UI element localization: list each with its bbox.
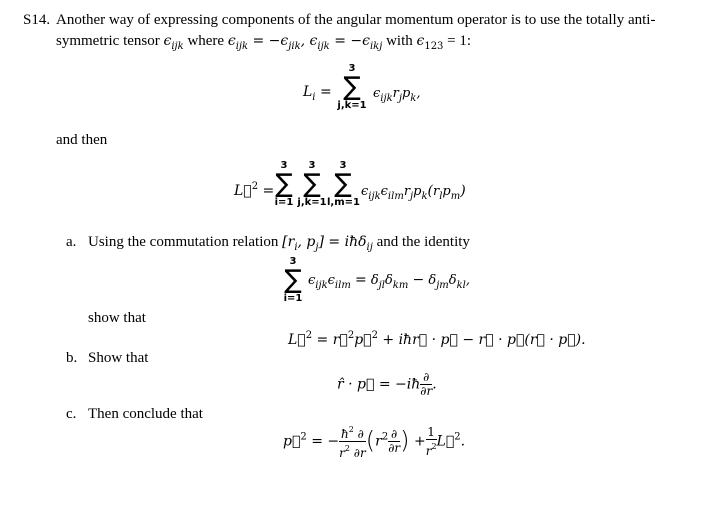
part-a-label: a. xyxy=(66,234,77,250)
epsilon-ijk: $\epsilon_{ijk}$ xyxy=(163,33,184,52)
intro-line-2 xyxy=(56,32,471,56)
intro-line-1: Another way of expressing components of the angular momentum operator is to use the totally anti- xyxy=(56,12,656,28)
identity-sum xyxy=(280,256,306,304)
part-b-result: r̂ · p⃗ = −iħ $\frac{\partial}{\partial r}$ . xyxy=(337,370,437,398)
sum-upper: 3 xyxy=(289,256,297,267)
intro-text: symmetric tensor xyxy=(56,33,160,49)
partial-fraction: $\frac{\partial}{\partial r}$ xyxy=(420,370,433,398)
sum-lower: i=1 xyxy=(283,293,303,304)
problem-number: S14. xyxy=(23,12,51,28)
part-a-text1: Using the commutation relation xyxy=(88,234,279,250)
part-a-text2: and the identity xyxy=(376,234,470,250)
part-a-result: L⃗$^2$ = r⃗$^2$p⃗$^2$ + iħr⃗ · p⃗ − r⃗ · p⃗(r⃗ · p⃗). xyxy=(288,330,586,348)
commutation-relation: [$r_i$, $p_j$] = iħδ$_{ij}$ xyxy=(282,234,373,253)
sum-lower: j,k=1 xyxy=(297,197,327,208)
eq1-rhs: $\epsilon_{ijk}r_jp_k$, xyxy=(373,86,421,104)
sum-lower: j,k=1 xyxy=(337,100,367,111)
and-then: and then xyxy=(56,132,108,148)
eq2-sum-jk xyxy=(296,160,328,208)
part-a-line xyxy=(88,233,470,257)
sigma-symbol: ∑ xyxy=(284,265,302,295)
antisymmetry-relation: $\epsilon_{ijk} = -\epsilon_{jik}$, $\epsilon_{ijk} = -\epsilon_{ikj}$ xyxy=(227,33,383,52)
sum-lower: l,m=1 xyxy=(327,197,360,208)
sum-upper: 3 xyxy=(348,63,356,74)
sigma-symbol: ∑ xyxy=(334,169,352,199)
sigma-symbol: ∑ xyxy=(303,169,321,199)
inverse-r2-fraction: $\frac{1}{r^2}$ xyxy=(425,424,437,458)
hbar-fraction: $\frac{ħ^2 \partial}{r^2 \partial r}$ xyxy=(339,425,366,460)
sum-upper: 3 xyxy=(280,160,288,171)
eq1-lhs: $L_i$ = xyxy=(303,84,332,103)
where-text: where xyxy=(187,33,225,49)
sum-lower: i=1 xyxy=(274,197,294,208)
with-text: with xyxy=(386,33,413,49)
sigma-symbol: ∑ xyxy=(275,169,293,199)
part-c-label: c. xyxy=(66,406,77,422)
sigma-symbol: ∑ xyxy=(343,72,361,102)
eq2-sum-lm xyxy=(327,160,359,208)
show-that: show that xyxy=(88,310,146,326)
sum-upper: 3 xyxy=(339,160,347,171)
epsilon-123: $\epsilon_{123}$ xyxy=(416,33,444,52)
identity-rhs: $\epsilon_{ijk}\epsilon_{ilm} = \delta_{jl}\delta_{km} - \delta_{jm}\delta_{kl}$, xyxy=(308,272,471,291)
eq2-lhs: L⃗$^2$ = xyxy=(234,181,275,199)
part-c-text: Then conclude that xyxy=(88,406,203,422)
eq2-rhs: $\epsilon_{ijk}\epsilon_{ilm}r_jp_k(r_lp_m)$ xyxy=(361,183,466,202)
part-b-text: Show that xyxy=(88,350,149,366)
part-b-label: b. xyxy=(66,350,78,366)
eq2-sum-i xyxy=(270,160,298,208)
partial-fraction: $\frac{\partial}{\partial r}$ xyxy=(388,427,401,455)
part-c-result: p⃗$^2$ = − $\frac{ħ^2 \partial}{r^2 \partial r}$ ($r^2$ $\frac{\partial}{\partial r}$ ) + $\frac{1}{r^2}$ L⃗$^2$. xyxy=(283,424,466,460)
sum-upper: 3 xyxy=(308,160,316,171)
equals-one: = 1: xyxy=(447,33,472,49)
eq1-sum xyxy=(337,63,367,111)
